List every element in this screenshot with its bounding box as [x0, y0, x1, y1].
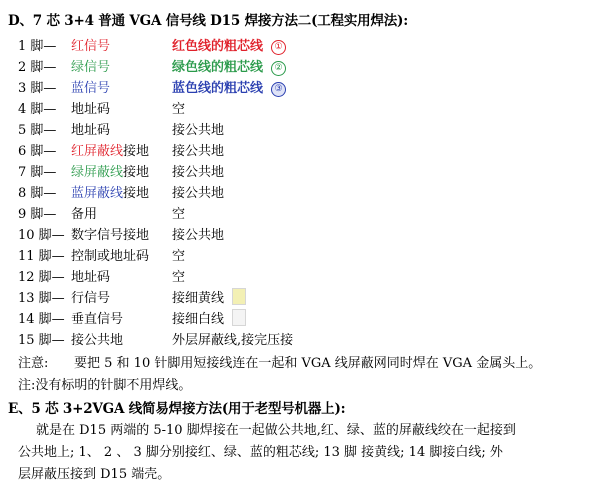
pin-label: 8 脚—: [18, 186, 57, 201]
pin-connection-text: 接细白线: [172, 312, 225, 327]
pin-connection: [172, 35, 286, 55]
circled-three-marker: ③: [271, 82, 286, 97]
pin-label: 7 脚—: [18, 165, 57, 180]
pin-label: 10 脚—: [18, 228, 65, 243]
pin-connection: [172, 287, 246, 306]
pin-label: 9 脚—: [18, 207, 57, 222]
note-unmarked-pins: 注:没有标明的针脚不用焊线。: [18, 378, 192, 393]
pin-label: 4 脚—: [18, 102, 57, 117]
shield-wire-label: 蓝屏蔽线: [71, 186, 124, 201]
pin-signal: 垂直信号: [71, 312, 124, 327]
yellow-wire-swatch: [232, 288, 246, 305]
pin-signal: 地址码: [71, 123, 111, 138]
pin-label: 1 脚—: [18, 39, 57, 54]
pin-signal: [71, 182, 149, 201]
pin-connection: 接公共地: [172, 165, 225, 180]
pin-label: 13 脚—: [18, 291, 65, 306]
pin-connection: 接公共地: [172, 123, 225, 138]
pin-connection: 空: [172, 249, 186, 264]
section-e-title: E、5 芯 3+2VGA 线简易焊接方法(用于老型号机器上):: [8, 401, 346, 417]
note-label: 注意:: [18, 356, 49, 371]
pin-signal: 绿信号: [71, 60, 111, 75]
pin-label: 5 脚—: [18, 123, 57, 138]
pin-label: 15 脚—: [18, 333, 65, 348]
pin-connection: 外层屏蔽线,接完压接: [172, 333, 294, 348]
pin-connection-text: 接细黄线: [172, 291, 225, 306]
pin-signal: [71, 161, 149, 180]
pin-connection: 接公共地: [172, 186, 225, 201]
signal-suffix: 接地: [123, 186, 150, 201]
pin-connection: [172, 77, 286, 97]
pin-signal: 控制或地址码: [71, 249, 150, 264]
pin-signal: [71, 140, 149, 159]
pin-signal: 备用: [71, 207, 98, 222]
pin-connection: 接公共地: [172, 228, 225, 243]
section-e-paragraph-line-2: 公共地上; 1、 2 、 3 脚分别接红、绿、蓝的粗芯线; 13 脚 接黄线; 14 脚接白线; 外: [18, 445, 503, 460]
pin-signal: 行信号: [71, 291, 111, 306]
circled-two-marker: ②: [271, 61, 286, 76]
pin-label: 2 脚—: [18, 60, 57, 75]
circled-one-marker: ①: [271, 40, 286, 55]
shield-wire-label: 红屏蔽线: [71, 144, 124, 159]
pin-connection-text: 红色线的粗芯线: [172, 39, 264, 54]
pin-label: 6 脚—: [18, 144, 57, 159]
pin-connection: 空: [172, 102, 186, 117]
shield-wire-label: 绿屏蔽线: [71, 165, 124, 180]
pin-connection-text: 蓝色线的粗芯线: [172, 81, 264, 96]
section-e-paragraph-line-1: 就是在 D15 两端的 5-10 脚焊接在一起做公共地,红、绿、蓝的屏蔽线绞在一起接到: [36, 423, 516, 438]
section-e-paragraph-line-3: 层屏蔽压接到 D15 端壳。: [18, 467, 171, 482]
pin-connection: [172, 56, 286, 76]
note-text: 要把 5 和 10 针脚用短接线连在一起和 VGA 线屏蔽网同时焊在 VGA 金属头上。: [74, 356, 542, 371]
pin-connection: 接公共地: [172, 144, 225, 159]
pin-signal: 数字信号接地: [71, 228, 150, 243]
pin-connection: [172, 308, 246, 327]
pin-label: 11 脚—: [18, 249, 65, 264]
section-d-title: D、7 芯 3+4 普通 VGA 信号线 D15 焊接方法二(工程实用焊法):: [8, 13, 409, 29]
pin-connection: 空: [172, 207, 186, 222]
pin-signal: 地址码: [71, 102, 111, 117]
pin-label: 3 脚—: [18, 81, 57, 96]
pin-signal: 地址码: [71, 270, 111, 285]
pin-label: 12 脚—: [18, 270, 65, 285]
signal-suffix: 接地: [123, 165, 150, 180]
pin-signal: 红信号: [71, 39, 111, 54]
pin-label: 14 脚—: [18, 312, 65, 327]
pin-connection-text: 绿色线的粗芯线: [172, 60, 264, 75]
white-wire-swatch: [232, 309, 246, 326]
signal-suffix: 接地: [123, 144, 150, 159]
pin-signal: 接公共地: [71, 333, 124, 348]
pin-signal: 蓝信号: [71, 81, 111, 96]
pin-connection: 空: [172, 270, 186, 285]
